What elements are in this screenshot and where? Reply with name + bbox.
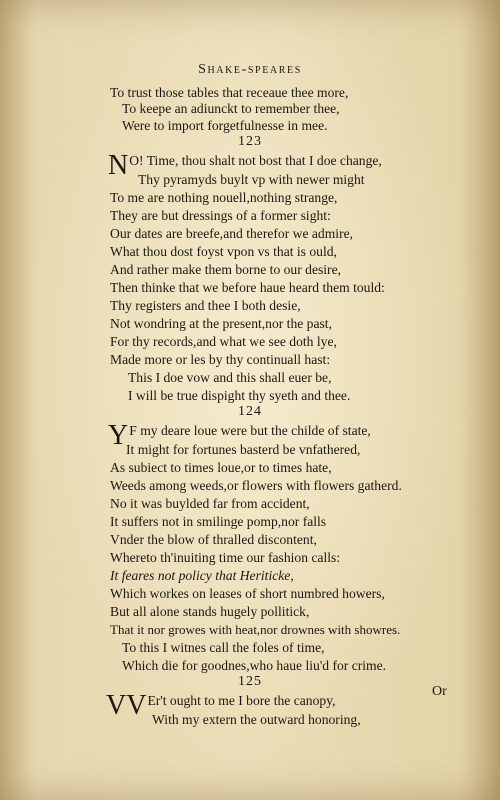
verse-line: It suffers not in smilinge pomp,nor falls [110,514,327,529]
catchword: Or [432,684,447,699]
verse-line: Were to import forgetfulnesse in mee. [122,118,328,133]
verse-line: As subiect to times loue,or to times hate, [110,460,332,475]
verse-line: I will be true dispight thy syeth and thee. [128,388,351,403]
verse-line: To this I witnes call the foles of time, [122,640,325,655]
running-head: Shake-speares [198,62,302,77]
verse-line: It feares not policy that Heriticke, [110,568,294,583]
verse-line: But all alone stands hugely pollitick, [110,604,310,619]
verse-line: To trust those tables that receaue thee more, [110,85,349,100]
verse-line: Then thinke that we before haue heard them tould: [110,280,385,295]
sonnet-number: 124 [238,404,262,419]
verse-line: Thy registers and thee I both desie, [110,298,301,313]
verse-line: Thy pyramyds buylt vp with newer might [138,172,365,187]
verse-line: Which die for goodnes,who haue liu'd for crime. [122,658,387,673]
verse-line: To me are nothing nouell,nothing strange, [110,190,338,205]
verse-line-text: F my deare loue were but the childe of state, [129,423,371,438]
verse-line: What thou dost foyst vpon vs that is ould, [110,244,337,259]
drop-capital: Y [108,420,129,451]
sonnet-number: 123 [238,134,262,149]
verse-line: Not wondring at the present,nor the past, [110,316,332,331]
verse-line: They are but dressings of a former sight: [110,208,331,223]
drop-capital: VV [106,690,147,721]
drop-capital: N [108,150,129,181]
sonnet-number: 125 [238,674,262,689]
verse-line: Made more or les by thy continuall hast: [110,352,331,367]
verse-line: Whereto th'inuiting time our fashion calls: [110,550,341,565]
verse-line: Weeds among weeds,or flowers with flowers gatherd. [110,478,402,493]
verse-line: It might for fortunes basterd be vnfathered, [126,442,361,457]
verse-line-text: O! Time, thou shalt not bost that I doe change, [129,153,382,168]
verse-line-text: Er't ought to me I bore the canopy, [147,693,336,708]
verse-line: That it nor growes with heat,nor drownes with showres. [110,622,401,637]
verse-line: And rather make them borne to our desire, [110,262,342,277]
verse-line: To keepe an adiunckt to remember thee, [122,101,340,116]
verse-line: No it was buylded far from accident, [110,496,310,511]
verse-line: This I doe vow and this shall euer be, [128,370,332,385]
verse-line: Which workes on leases of short numbred howers, [110,586,385,601]
verse-line: For thy records,and what we see doth lye, [110,334,337,349]
verse-line: Vnder the blow of thralled discontent, [110,532,317,547]
verse-line: With my extern the outward honoring, [152,712,361,727]
verse-line: Our dates are breefe,and therefor we admire, [110,226,354,241]
